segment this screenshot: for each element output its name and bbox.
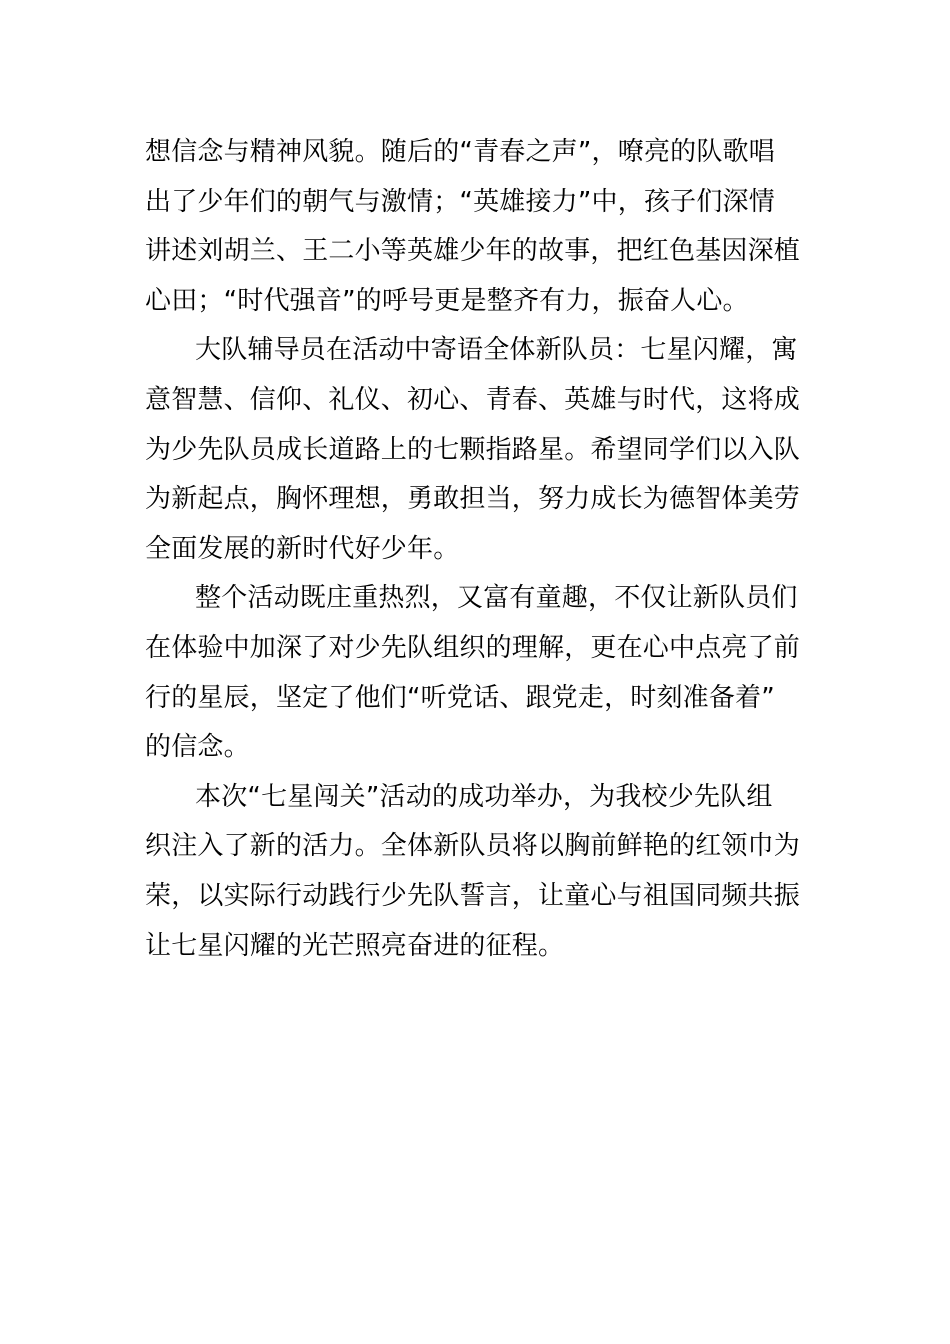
text-line: 心田；“时代强音”的呼号更是整齐有力，振奋人心。: [145, 285, 749, 316]
text-line: 的信念。: [145, 732, 250, 763]
text-line: 为少先队员成长道路上的七颗指路星。希望同学们以入队: [145, 434, 801, 465]
text-line: 意智慧、信仰、礼仪、初心、青春、英雄与时代，这将成: [145, 384, 801, 415]
document-body: [145, 128, 809, 971]
paragraph-first-line: 本次“七星闯关”活动的成功举办，为我校少先队组: [195, 781, 773, 812]
text-line: 想信念与精神风貌。随后的“青春之声”，嘹亮的队歌唱: [145, 137, 775, 167]
text-line: 出了少年们的朝气与激情；“英雄接力”中，孩子们深情: [145, 186, 775, 217]
text-line: 在体验中加深了对少先队组织的理解，更在心中点亮了前: [145, 632, 801, 663]
text-line: 行的星辰，坚定了他们“听党话、跟党走，时刻准备着”: [145, 682, 775, 713]
paragraph-first-line: 整个活动既庄重热烈，又富有童趣，不仅让新队员们: [195, 583, 798, 614]
text-line: 为新起点，胸怀理想，勇敢担当，努力成长为德智体美劳: [145, 484, 801, 515]
text-line: 荣，以实际行动践行少先队誓言，让童心与祖国同频共振: [145, 880, 801, 911]
text-line: 织注入了新的活力。全体新队员将以胸前鲜艳的红领巾为: [145, 831, 801, 862]
text-line: 全面发展的新时代好少年。: [145, 533, 460, 564]
text-line: 讲述刘胡兰、王二小等英雄少年的故事，把红色基因深植: [145, 236, 801, 267]
text-line: 让七星闪耀的光芒照亮奋进的征程。: [145, 930, 565, 961]
paragraph-first-line: 大队辅导员在活动中寄语全体新队员：七星闪耀，寓: [195, 335, 798, 366]
